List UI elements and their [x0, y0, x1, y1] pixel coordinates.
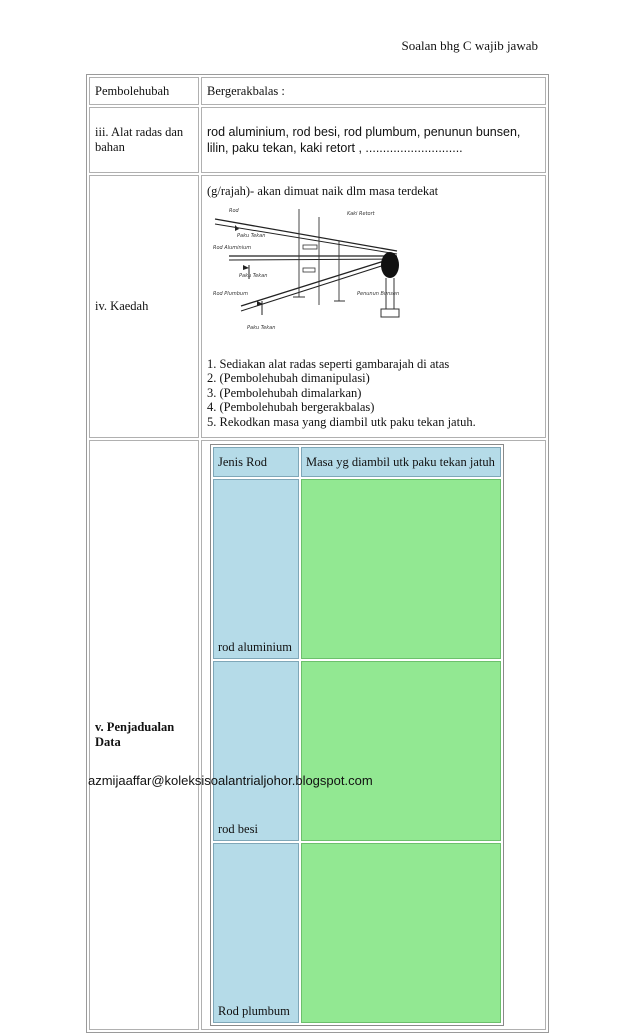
table-row: [213, 479, 501, 659]
method-content-cell: [201, 175, 546, 438]
table-row: [213, 661, 501, 841]
label-paku-tekan-2: Paku Tekan: [239, 272, 268, 279]
method-step: 4. (Pembolehubah bergerakbalas): [207, 400, 375, 415]
table-row-method: [89, 175, 546, 438]
page-header-title: Soalan bhg C wajib jawab: [401, 38, 538, 53]
table-row-variable: [89, 77, 546, 105]
experiment-table: [86, 74, 549, 1033]
data-label-cell: v. Penjadualan Data: [89, 440, 199, 1030]
table-row: [213, 843, 501, 1023]
rod-name-cell: rod aluminium: [213, 479, 299, 659]
method-intro: (g/rajah)- akan dimuat naik dlm masa terdekat: [207, 183, 439, 198]
method-step: 1. Sediakan alat radas seperti gambarajah di atas: [207, 356, 450, 371]
label-kaki-retort: Kaki Retort: [347, 210, 375, 217]
method-step: 5. Rekodkan masa yang diambil utk paku tekan jatuh.: [207, 414, 476, 429]
table-row-data: [89, 440, 546, 1030]
label-penunun-bunsen: Penunun Bunsen: [357, 290, 400, 297]
apparatus-label-cell: iii. Alat radas dan bahan: [89, 107, 199, 173]
method-steps: [207, 357, 540, 430]
footer-url: azmijaaffar@koleksisoalantrialjohor.blogspot.com: [88, 773, 373, 788]
label-rod-aluminium: Rod Aluminium: [213, 244, 252, 251]
label-paku-tekan-3: Paku Tekan: [247, 324, 276, 331]
rod-name-cell: rod besi: [213, 661, 299, 841]
rod-name-cell: Rod plumbum: [213, 843, 299, 1023]
data-content-cell: [201, 440, 546, 1030]
method-step: 3. (Pembolehubah dimalarkan): [207, 385, 362, 400]
method-step: 2. (Pembolehubah dimanipulasi): [207, 371, 370, 386]
time-value-cell[interactable]: [301, 479, 501, 659]
time-value-cell[interactable]: [301, 661, 501, 841]
method-label-cell: iv. Kaedah: [89, 175, 199, 438]
apparatus-list-cell: rod aluminium, rod besi, rod plumbum, penunun bunsen, lilin, paku tekan, kaki retort , ............................: [201, 107, 546, 173]
results-table: [210, 444, 504, 1026]
label-paku-tekan-1: Paku Tekan: [237, 232, 266, 239]
time-value-cell[interactable]: [301, 843, 501, 1023]
apparatus-diagram: [207, 205, 412, 345]
header-rod-type: Jenis Rod: [213, 447, 299, 477]
variable-label-cell: Pembolehubah: [89, 77, 199, 105]
header-time-taken: Masa yg diambil utk paku tekan jatuh: [301, 447, 501, 477]
table-row-apparatus: [89, 107, 546, 173]
label-rod-plumbum: Rod Plumbum: [213, 290, 248, 297]
results-header-row: [213, 447, 501, 477]
label-rod: Rod: [229, 207, 239, 214]
responding-variable-cell: Bergerakbalas :: [201, 77, 546, 105]
